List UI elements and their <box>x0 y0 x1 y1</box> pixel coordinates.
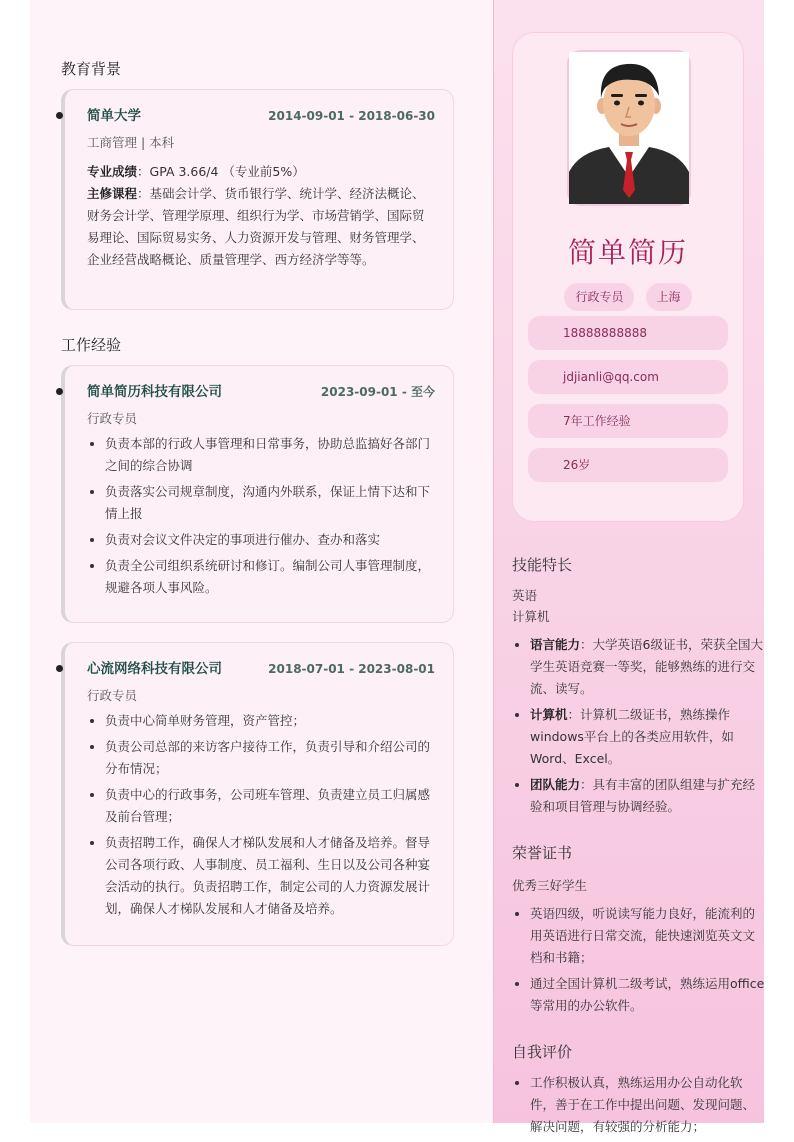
timeline-dot <box>56 665 63 672</box>
honor-plain: 优秀三好学生 <box>512 878 588 893</box>
profile-tags <box>513 283 743 311</box>
skill-item: • 团队能力：具有丰富的团队组建与扩充经验和项目管理与协调经验。 <box>530 774 766 818</box>
duty-item: • 负责中心的行政事务，公司班车管理、负责建立员工归属感及前台管理； <box>105 784 435 828</box>
sidebar <box>493 0 765 1134</box>
avatar <box>567 50 691 206</box>
education-details <box>87 161 435 271</box>
timeline-dot <box>56 388 63 395</box>
company-name: 简单简历科技有限公司 <box>87 384 222 400</box>
phone-field: 18888888888 <box>528 316 728 350</box>
self-eval-item: • 工作积极认真，熟练运用办公自动化软件，善于在工作中提出问题、发现问题、解决问题，有较强的分析能力； <box>530 1072 766 1138</box>
skill-plain: 计算机 <box>512 609 550 624</box>
skill-item: • 语言能力：大学英语6级证书，荣获全国大学生英语竞赛一等奖，能够熟练的进行交流、读写。 <box>530 634 766 700</box>
person-illustration-icon <box>569 52 689 204</box>
self-eval-section-title: 自我评价 <box>512 1043 573 1061</box>
work-section-title: 工作经验 <box>61 336 122 354</box>
honors-section-title: 荣誉证书 <box>512 844 573 862</box>
duty-list <box>87 710 435 920</box>
job-role: 行政专员 <box>87 688 138 703</box>
main-column <box>30 0 493 1123</box>
honor-list <box>512 903 766 1021</box>
skills-section-title: 技能特长 <box>512 556 573 574</box>
location-tag: 上海 <box>646 283 692 311</box>
position-tag: 行政专员 <box>564 283 634 311</box>
experience-field: 7年工作经验 <box>528 404 728 438</box>
duty-item: • 负责中心简单财务管理，资产管控； <box>105 710 435 732</box>
education-section-title: 教育背景 <box>61 60 122 78</box>
duty-item: • 负责本部的行政人事管理和日常事务，协助总监搞好各部门之间的综合协调 <box>105 433 435 477</box>
job-date: 2023-09-01 - 至今 <box>320 385 435 399</box>
duty-item: • 负责招聘工作，确保人才梯队发展和人才储备及培养。督导公司各项行政、人事制度、员工福利、生日以及公司各种宴会活动的执行。负责招聘工作，制定公司的人力资源发展计划，确保人才梯队发展和人才储备及培养。 <box>105 832 435 920</box>
duty-item: • 负责公司总部的来访客户接待工作，负责引导和介绍公司的分布情况； <box>105 736 435 780</box>
score-line: 专业成绩：GPA 3.66/4 （专业前5%） <box>87 164 305 179</box>
job-card <box>61 365 454 623</box>
company-name: 心流网络科技有限公司 <box>87 661 222 677</box>
honor-item: • 英语四级，听说读写能力良好，能流利的用英语进行日常交流，能快速浏览英文文档和书籍； <box>530 903 766 969</box>
email-field: jdjianli@qq.com <box>528 360 728 394</box>
duty-item: • 负责对会议文件决定的事项进行催办、查办和落实 <box>105 529 435 551</box>
education-card <box>61 89 454 310</box>
resume-page <box>30 0 765 1134</box>
duty-list <box>87 433 435 599</box>
age-field: 26岁 <box>528 448 728 482</box>
job-date: 2018-07-01 - 2023-08-01 <box>268 662 435 676</box>
duty-item: • 负责全公司组织系统研讨和修订。编制公司人事管理制度，规避各项人事风险。 <box>105 555 435 599</box>
self-eval-list <box>512 1072 766 1142</box>
timeline-dot <box>56 112 63 119</box>
major-degree: 工商管理 | 本科 <box>87 135 175 150</box>
honor-item: • 通过全国计算机二级考试，熟练运用office等常用的办公软件。 <box>530 973 766 1017</box>
skill-plain: 英语 <box>512 588 538 603</box>
profile-card <box>512 32 744 522</box>
duty-item: • 负责落实公司规章制度，沟通内外联系，保证上情下达和下情上报 <box>105 481 435 525</box>
job-role: 行政专员 <box>87 411 138 426</box>
courses-line: 主修课程：基础会计学、货币银行学、统计学、经济法概论、财务会计学、管理学原理、组织行为学、市场营销学、国际贸易理论、国际贸易实务、人力资源开发与管理、财务管理学、企业经营战略概论、质量管理学、西方经济学等等。 <box>87 186 425 267</box>
skill-item: • 计算机：计算机二级证书，熟练操作windows平台上的各类应用软件，如Word、Excel。 <box>530 704 766 770</box>
job-card <box>61 642 454 946</box>
education-date: 2014-09-01 - 2018-06-30 <box>268 109 435 123</box>
skill-list <box>512 634 766 822</box>
profile-name: 简单简历 <box>567 236 688 269</box>
school-name: 简单大学 <box>87 108 141 124</box>
